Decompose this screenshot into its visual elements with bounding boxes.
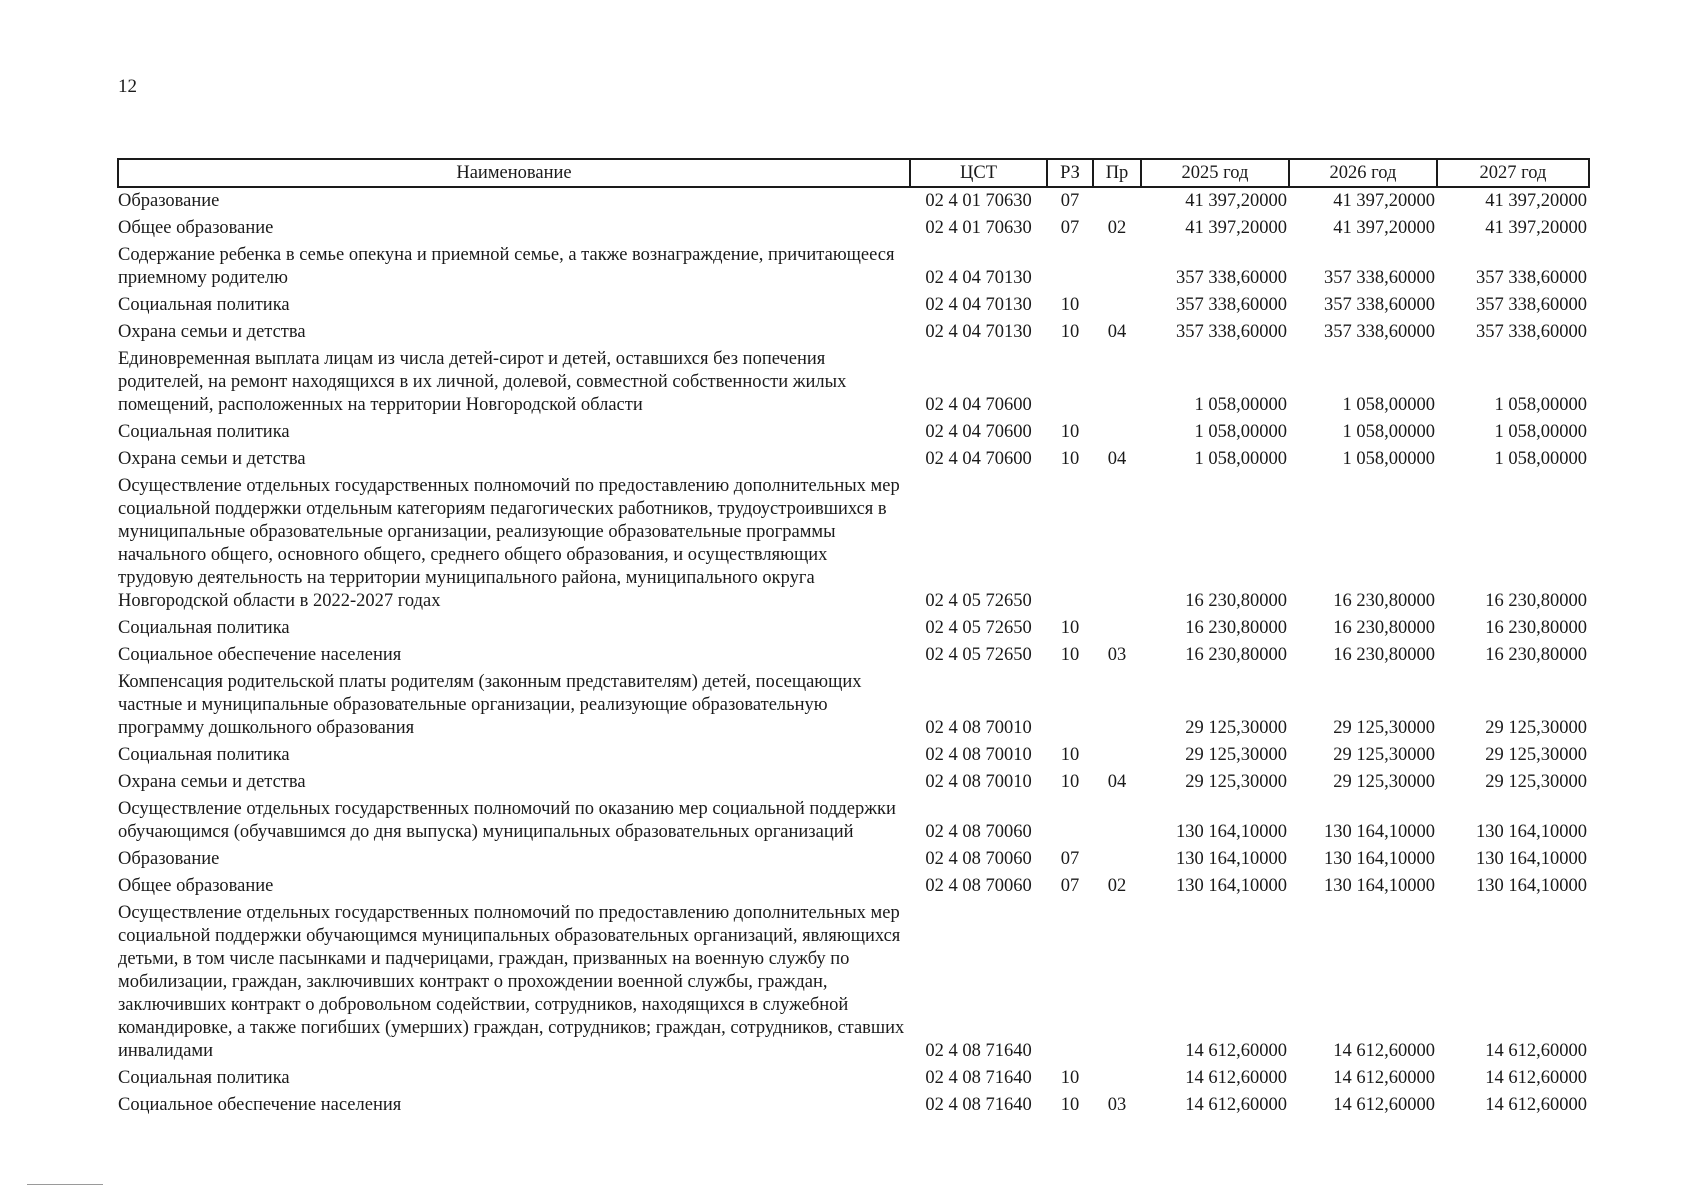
cell-2027: 14 612,60000 bbox=[1485, 1041, 1587, 1061]
cell-2025: 14 612,60000 bbox=[1185, 1095, 1287, 1115]
table-row bbox=[118, 215, 1589, 242]
cell-name: Образование bbox=[118, 849, 220, 869]
cell-2027: 357 338,60000 bbox=[1476, 295, 1587, 315]
cell-rz: 10 bbox=[1060, 322, 1080, 342]
cell-2027: 130 164,10000 bbox=[1476, 822, 1587, 842]
cell-2026: 1 058,00000 bbox=[1342, 422, 1435, 442]
cell-rz bbox=[1047, 900, 1093, 1065]
cell-cst: 02 4 08 70060 bbox=[925, 849, 1032, 869]
cell-2025: 41 397,20000 bbox=[1185, 191, 1287, 211]
cell-cst: 02 4 05 72650 bbox=[925, 618, 1032, 638]
cell-name: Осуществление отдельных государственных полномочий по оказанию мер социальной поддержки обучающимся (обучавшимся до дня выпуска) муниципальных образовательных организаций bbox=[118, 799, 896, 842]
cell-2027: 16 230,80000 bbox=[1485, 591, 1587, 611]
cell-name: Социальная политика bbox=[118, 422, 290, 442]
header-2027: 2027 год bbox=[1437, 159, 1589, 187]
cell-cst: 02 4 04 70130 bbox=[925, 295, 1032, 315]
cell-cst: 02 4 08 71640 bbox=[925, 1095, 1032, 1115]
cell-pr bbox=[1093, 419, 1141, 446]
cell-2026: 1 058,00000 bbox=[1342, 395, 1435, 415]
table-row bbox=[118, 846, 1589, 873]
cell-rz: 10 bbox=[1060, 295, 1080, 315]
cell-name: Социальное обеспечение населения bbox=[118, 645, 402, 665]
cell-rz bbox=[1047, 796, 1093, 846]
cell-2025: 29 125,30000 bbox=[1185, 718, 1287, 738]
cell-2026: 130 164,10000 bbox=[1324, 822, 1435, 842]
table-row bbox=[118, 419, 1589, 446]
header-name: Наименование bbox=[118, 159, 910, 187]
cell-2027: 29 125,30000 bbox=[1485, 745, 1587, 765]
cell-name: Осуществление отдельных государственных полномочий по предоставлению дополнительных мер социальной поддержки обучающимся муниципальных образовательных организаций, являющихся детьми, в том числе пасынками и падчерицами, граждан, призванных на военную службу по мобилизации, граждан, заключивших контракт о прохождении военной службы, граждан, заключивших контракт о добровольном содействии, сотрудников, находящихся в служебной командировке, а также погибших (умерших) граждан, сотрудников; граждан, сотрудников, ставших инвалидами bbox=[118, 903, 905, 1061]
cell-2027: 14 612,60000 bbox=[1485, 1095, 1587, 1115]
cell-name: Общее образование bbox=[118, 876, 274, 896]
table-row bbox=[118, 1092, 1589, 1119]
table-header-row bbox=[118, 159, 1589, 187]
cell-2025: 1 058,00000 bbox=[1194, 449, 1287, 469]
cell-2027: 1 058,00000 bbox=[1494, 449, 1587, 469]
table-row bbox=[118, 642, 1589, 669]
cell-cst: 02 4 08 70060 bbox=[925, 876, 1032, 896]
cell-rz: 07 bbox=[1060, 849, 1080, 869]
cell-2027: 357 338,60000 bbox=[1476, 268, 1587, 288]
cell-2026: 130 164,10000 bbox=[1324, 876, 1435, 896]
table-row bbox=[118, 473, 1589, 615]
cell-pr bbox=[1093, 187, 1141, 215]
cell-name: Охрана семьи и детства bbox=[118, 772, 306, 792]
cell-rz: 07 bbox=[1060, 191, 1080, 211]
cell-2027: 130 164,10000 bbox=[1476, 849, 1587, 869]
cell-rz: 10 bbox=[1060, 1095, 1080, 1115]
cell-name: Компенсация родительской платы родителям (законным представителям) детей, посещающих частные и муниципальные образовательные организации, реализующие образовательную программу дошкольного образования bbox=[118, 672, 862, 738]
footer-divider bbox=[27, 1184, 103, 1185]
cell-2026: 357 338,60000 bbox=[1324, 322, 1435, 342]
header-rz: РЗ bbox=[1047, 159, 1093, 187]
cell-rz: 10 bbox=[1060, 772, 1080, 792]
cell-rz: 10 bbox=[1060, 745, 1080, 765]
cell-cst: 02 4 08 71640 bbox=[925, 1068, 1032, 1088]
cell-cst: 02 4 08 70010 bbox=[925, 718, 1032, 738]
cell-2026: 357 338,60000 bbox=[1324, 268, 1435, 288]
cell-2027: 14 612,60000 bbox=[1485, 1068, 1587, 1088]
cell-pr bbox=[1093, 846, 1141, 873]
table-row bbox=[118, 346, 1589, 419]
cell-2026: 14 612,60000 bbox=[1333, 1041, 1435, 1061]
cell-2026: 29 125,30000 bbox=[1333, 745, 1435, 765]
cell-cst: 02 4 04 70600 bbox=[925, 395, 1032, 415]
cell-rz bbox=[1047, 669, 1093, 742]
cell-pr: 03 bbox=[1107, 1095, 1127, 1115]
header-2026: 2026 год bbox=[1289, 159, 1437, 187]
table-row bbox=[118, 292, 1589, 319]
cell-cst: 02 4 08 71640 bbox=[925, 1041, 1032, 1061]
table-row bbox=[118, 187, 1589, 215]
cell-2027: 29 125,30000 bbox=[1485, 718, 1587, 738]
cell-name: Общее образование bbox=[118, 218, 274, 238]
cell-2025: 1 058,00000 bbox=[1194, 422, 1287, 442]
cell-2025: 357 338,60000 bbox=[1176, 268, 1287, 288]
cell-pr bbox=[1093, 292, 1141, 319]
cell-rz: 07 bbox=[1060, 876, 1080, 896]
cell-2025: 16 230,80000 bbox=[1185, 645, 1287, 665]
cell-name: Социальное обеспечение населения bbox=[118, 1095, 402, 1115]
table-row bbox=[118, 873, 1589, 900]
cell-2026: 41 397,20000 bbox=[1333, 191, 1435, 211]
cell-pr bbox=[1093, 615, 1141, 642]
cell-pr: 02 bbox=[1107, 218, 1127, 238]
cell-2026: 41 397,20000 bbox=[1333, 218, 1435, 238]
cell-2026: 16 230,80000 bbox=[1333, 591, 1435, 611]
cell-cst: 02 4 05 72650 bbox=[925, 645, 1032, 665]
budget-table bbox=[117, 158, 1590, 1119]
table-row bbox=[118, 1065, 1589, 1092]
cell-2027: 29 125,30000 bbox=[1485, 772, 1587, 792]
cell-pr: 04 bbox=[1107, 772, 1127, 792]
cell-2025: 16 230,80000 bbox=[1185, 591, 1287, 611]
cell-name: Социальная политика bbox=[118, 618, 290, 638]
table-row bbox=[118, 446, 1589, 473]
cell-pr bbox=[1093, 346, 1141, 419]
cell-name: Охрана семьи и детства bbox=[118, 449, 306, 469]
table-row bbox=[118, 669, 1589, 742]
cell-rz: 10 bbox=[1060, 645, 1080, 665]
cell-name: Социальная политика bbox=[118, 745, 290, 765]
cell-2025: 130 164,10000 bbox=[1176, 849, 1287, 869]
cell-name: Осуществление отдельных государственных полномочий по предоставлению дополнительных мер социальной поддержки отдельным категориям педагогических работников, трудоустроившихся в муниципальные образовательные организации, реализующие образовательные программы начального общего, основного общего, среднего общего образования, и осуществляющих трудовую деятельность на территории муниципального района, муниципального округа Новгородской области в 2022-2027 годах bbox=[118, 476, 900, 611]
cell-2026: 29 125,30000 bbox=[1333, 718, 1435, 738]
cell-rz bbox=[1047, 473, 1093, 615]
cell-2025: 130 164,10000 bbox=[1176, 822, 1287, 842]
cell-rz: 10 bbox=[1060, 449, 1080, 469]
table-row bbox=[118, 796, 1589, 846]
cell-pr bbox=[1093, 1065, 1141, 1092]
cell-2027: 16 230,80000 bbox=[1485, 618, 1587, 638]
table-row bbox=[118, 319, 1589, 346]
cell-2026: 14 612,60000 bbox=[1333, 1095, 1435, 1115]
cell-2026: 16 230,80000 bbox=[1333, 618, 1435, 638]
cell-2025: 357 338,60000 bbox=[1176, 322, 1287, 342]
cell-cst: 02 4 08 70060 bbox=[925, 822, 1032, 842]
header-pr: Пр bbox=[1093, 159, 1141, 187]
cell-cst: 02 4 08 70010 bbox=[925, 745, 1032, 765]
cell-cst: 02 4 04 70130 bbox=[925, 268, 1032, 288]
cell-2027: 1 058,00000 bbox=[1494, 422, 1587, 442]
cell-2025: 16 230,80000 bbox=[1185, 618, 1287, 638]
cell-pr bbox=[1093, 669, 1141, 742]
cell-rz: 10 bbox=[1060, 1068, 1080, 1088]
cell-cst: 02 4 05 72650 bbox=[925, 591, 1032, 611]
cell-cst: 02 4 04 70600 bbox=[925, 449, 1032, 469]
cell-2026: 16 230,80000 bbox=[1333, 645, 1435, 665]
cell-rz: 10 bbox=[1060, 422, 1080, 442]
cell-2027: 357 338,60000 bbox=[1476, 322, 1587, 342]
cell-pr bbox=[1093, 242, 1141, 292]
page-number: 12 bbox=[118, 76, 137, 97]
cell-2026: 1 058,00000 bbox=[1342, 449, 1435, 469]
table-row bbox=[118, 615, 1589, 642]
cell-name: Социальная политика bbox=[118, 295, 290, 315]
cell-2027: 41 397,20000 bbox=[1485, 191, 1587, 211]
cell-pr: 02 bbox=[1107, 876, 1127, 896]
cell-name: Охрана семьи и детства bbox=[118, 322, 306, 342]
cell-2025: 1 058,00000 bbox=[1194, 395, 1287, 415]
cell-rz bbox=[1047, 346, 1093, 419]
cell-cst: 02 4 01 70630 bbox=[925, 191, 1032, 211]
cell-name: Содержание ребенка в семье опекуна и приемной семье, а также вознаграждение, причитающееся приемному родителю bbox=[118, 245, 895, 288]
cell-2026: 14 612,60000 bbox=[1333, 1068, 1435, 1088]
cell-pr bbox=[1093, 742, 1141, 769]
cell-2027: 16 230,80000 bbox=[1485, 645, 1587, 665]
cell-2025: 41 397,20000 bbox=[1185, 218, 1287, 238]
table-row bbox=[118, 742, 1589, 769]
cell-2025: 14 612,60000 bbox=[1185, 1041, 1287, 1061]
cell-2025: 29 125,30000 bbox=[1185, 772, 1287, 792]
cell-name: Образование bbox=[118, 191, 220, 211]
cell-2025: 357 338,60000 bbox=[1176, 295, 1287, 315]
cell-pr: 04 bbox=[1107, 322, 1127, 342]
cell-cst: 02 4 04 70600 bbox=[925, 422, 1032, 442]
table-body bbox=[118, 187, 1589, 1119]
table-row bbox=[118, 900, 1589, 1065]
cell-cst: 02 4 01 70630 bbox=[925, 218, 1032, 238]
cell-2025: 29 125,30000 bbox=[1185, 745, 1287, 765]
cell-2027: 41 397,20000 bbox=[1485, 218, 1587, 238]
cell-2027: 130 164,10000 bbox=[1476, 876, 1587, 896]
header-2025: 2025 год bbox=[1141, 159, 1289, 187]
cell-2025: 14 612,60000 bbox=[1185, 1068, 1287, 1088]
cell-pr bbox=[1093, 473, 1141, 615]
table-row bbox=[118, 769, 1589, 796]
cell-rz bbox=[1047, 242, 1093, 292]
cell-2027: 1 058,00000 bbox=[1494, 395, 1587, 415]
cell-rz: 10 bbox=[1060, 618, 1080, 638]
cell-name: Единовременная выплата лицам из числа детей-сирот и детей, оставшихся без попечения родителей, на ремонт находящихся в их личной, долевой, совместной собственности жилых помещений, расположенных на территории Новгородской области bbox=[118, 349, 847, 415]
table-row bbox=[118, 242, 1589, 292]
cell-rz: 07 bbox=[1060, 218, 1080, 238]
cell-cst: 02 4 04 70130 bbox=[925, 322, 1032, 342]
cell-2026: 357 338,60000 bbox=[1324, 295, 1435, 315]
cell-cst: 02 4 08 70010 bbox=[925, 772, 1032, 792]
cell-pr bbox=[1093, 900, 1141, 1065]
cell-pr: 04 bbox=[1107, 449, 1127, 469]
cell-2026: 29 125,30000 bbox=[1333, 772, 1435, 792]
cell-name: Социальная политика bbox=[118, 1068, 290, 1088]
cell-pr bbox=[1093, 796, 1141, 846]
header-cst: ЦСТ bbox=[910, 159, 1047, 187]
cell-2025: 130 164,10000 bbox=[1176, 876, 1287, 896]
cell-2026: 130 164,10000 bbox=[1324, 849, 1435, 869]
cell-pr: 03 bbox=[1107, 645, 1127, 665]
